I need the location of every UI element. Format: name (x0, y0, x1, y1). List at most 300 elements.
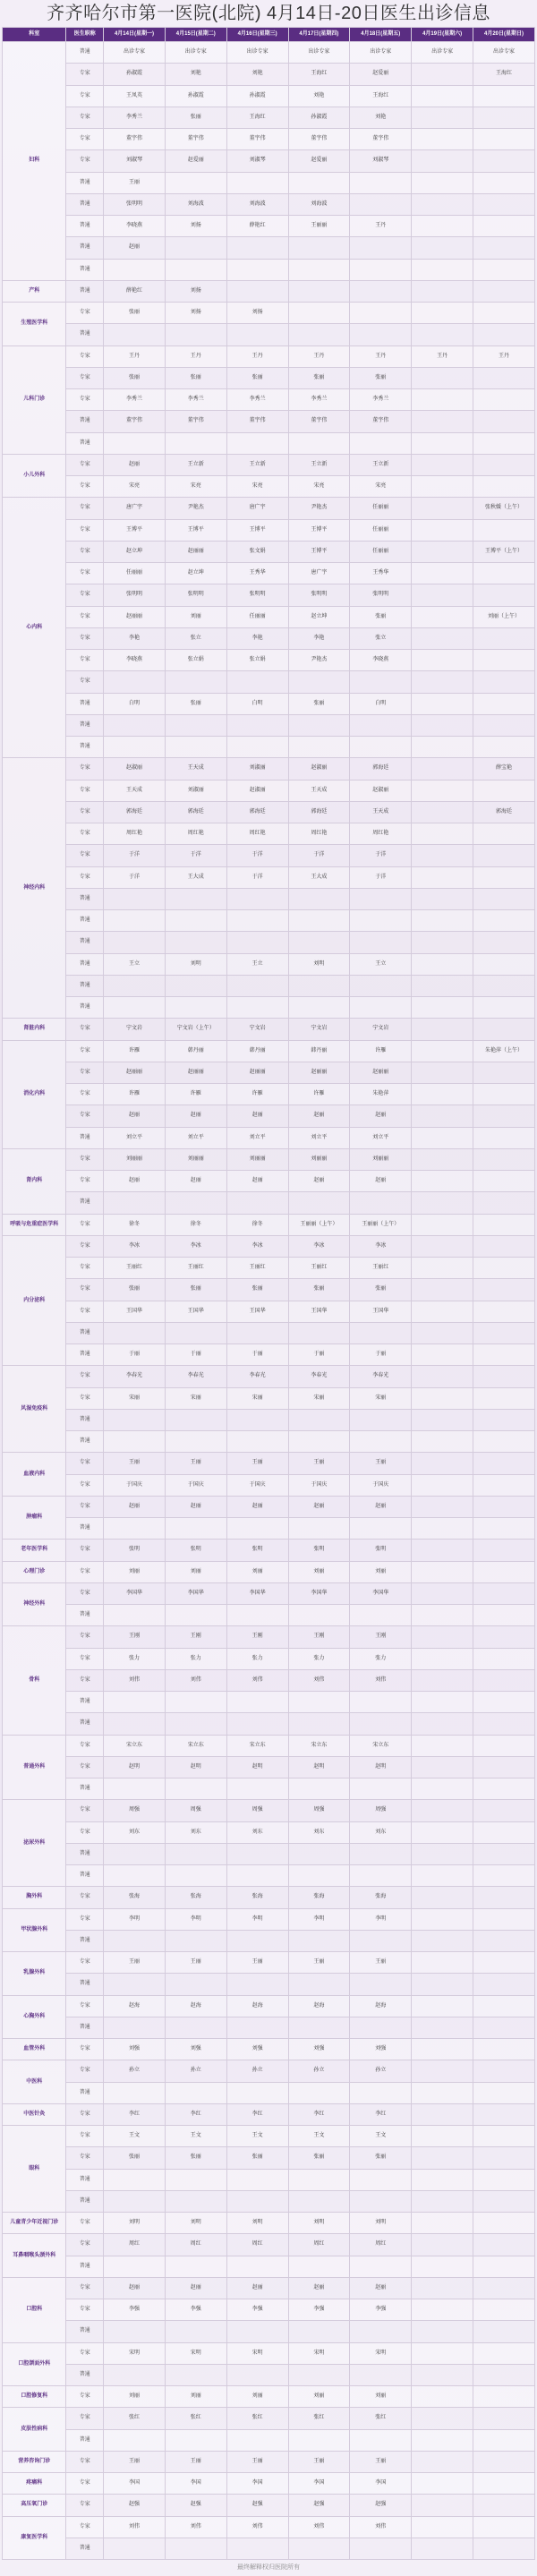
department-cell: 呼吸与危重症医学科 (3, 1214, 66, 1235)
doctor-title-cell: 专家 (66, 85, 104, 107)
doctor-cell (473, 1669, 535, 1691)
doctor-cell (350, 2364, 412, 2385)
doctor-title-cell: 普通 (66, 1322, 104, 1343)
table-row (3, 1322, 535, 1343)
doctor-cell: 赵立坤 (104, 541, 166, 562)
doctor-cell: 周红 (165, 2234, 226, 2256)
doctor-cell (226, 1431, 288, 1453)
doctor-cell: 唐广宇 (104, 498, 166, 519)
doctor-cell: 许雁 (288, 1084, 350, 1105)
doctor-cell (104, 259, 166, 280)
doctor-cell (473, 1279, 535, 1301)
table-row (3, 801, 535, 823)
table-row (3, 2190, 535, 2212)
doctor-cell (104, 1778, 166, 1800)
doctor-title-cell: 专家 (66, 1366, 104, 1387)
doctor-cell: 于国庆 (350, 1474, 412, 1496)
doctor-cell: 李冰 (288, 1235, 350, 1257)
doctor-cell (473, 650, 535, 671)
doctor-cell (104, 714, 166, 736)
doctor-cell (104, 1605, 166, 1626)
doctor-cell (226, 2256, 288, 2277)
doctor-cell: 宋亮 (288, 476, 350, 498)
doctor-cell: 赵淑丽 (104, 758, 166, 780)
doctor-cell (412, 1540, 473, 1561)
doctor-cell (104, 997, 166, 1019)
doctor-cell: 王丽 (288, 1952, 350, 1974)
doctor-title-cell: 专家 (66, 1258, 104, 1279)
doctor-cell: 李强 (104, 2299, 166, 2321)
doctor-cell: 郭海廷 (473, 801, 535, 823)
doctor-cell (288, 1409, 350, 1430)
doctor-cell: 唐广宇 (288, 563, 350, 584)
doctor-cell: 于国庆 (104, 1474, 166, 1496)
doctor-cell (288, 1518, 350, 1540)
table-row (3, 2126, 535, 2147)
footer-note: 最终解释权归医院所有 (237, 2564, 300, 2571)
doctor-cell (473, 1778, 535, 1800)
doctor-cell (165, 2256, 226, 2277)
doctor-cell: 王刚 (288, 1626, 350, 1648)
doctor-cell: 张红 (226, 2408, 288, 2429)
doctor-cell: 宋立东 (288, 1735, 350, 1756)
doctor-cell (473, 2213, 535, 2234)
doctor-cell (288, 2017, 350, 2038)
doctor-cell: 宋立东 (165, 1735, 226, 1756)
doctor-cell: 尹艳杰 (288, 650, 350, 671)
doctor-title-cell: 专家 (66, 627, 104, 649)
doctor-cell (412, 997, 473, 1019)
table-row (3, 627, 535, 649)
table-row (3, 1105, 535, 1127)
table-row (3, 1995, 535, 2017)
doctor-cell (412, 1582, 473, 1604)
doctor-cell (412, 1105, 473, 1127)
table-row (3, 2473, 535, 2495)
doctor-cell: 董宇伟 (165, 129, 226, 150)
doctor-cell (226, 1843, 288, 1864)
table-row (3, 2277, 535, 2299)
doctor-cell: 于洋 (104, 845, 166, 866)
doctor-title-cell: 普通 (66, 953, 104, 975)
doctor-cell: 刘明 (350, 2213, 412, 2234)
doctor-cell: 刘丽丽 (226, 1148, 288, 1170)
doctor-cell (350, 932, 412, 953)
table-row (3, 1235, 535, 1257)
doctor-cell: 王立 (104, 953, 166, 975)
doctor-cell: 赵强 (226, 2495, 288, 2516)
doctor-cell: 宋亮 (350, 476, 412, 498)
doctor-cell: 刘立平 (104, 1127, 166, 1148)
doctor-cell: 郭海廷 (350, 758, 412, 780)
doctor-cell: 刘明 (104, 2213, 166, 2234)
doctor-cell (288, 1843, 350, 1864)
doctor-cell (412, 627, 473, 649)
department-cell: 口腔颌面外科 (3, 2342, 66, 2386)
doctor-cell (412, 1148, 473, 1170)
doctor-cell: 刘强 (288, 2039, 350, 2060)
doctor-cell: 白明 (104, 693, 166, 714)
doctor-cell: 李红 (226, 2103, 288, 2125)
doctor-cell: 宁文岩 (288, 1019, 350, 1040)
doctor-cell (412, 1040, 473, 1062)
department-cell: 消化内科 (3, 1040, 66, 1148)
doctor-cell: 赵丽 (104, 1496, 166, 1517)
doctor-cell (165, 2017, 226, 2038)
doctor-cell: 宋明 (165, 2342, 226, 2364)
doctor-cell: 王丽 (104, 1453, 166, 1474)
column-header: 4月16日(星期三) (226, 28, 288, 42)
doctor-cell: 王丽红 (165, 1258, 226, 1279)
doctor-cell (104, 737, 166, 758)
doctor-cell (165, 237, 226, 259)
doctor-cell: 许雁 (104, 1084, 166, 1105)
table-row (3, 303, 535, 324)
doctor-cell (412, 2538, 473, 2559)
doctor-cell: 张丽 (226, 367, 288, 388)
table-row (3, 2364, 535, 2385)
doctor-cell (165, 2538, 226, 2559)
doctor-cell: 刘伟 (350, 2516, 412, 2538)
doctor-title-cell: 专家 (66, 519, 104, 541)
column-header: 4月15日(星期二) (165, 28, 226, 42)
doctor-cell: 韩丹丽 (165, 1040, 226, 1062)
doctor-cell: 刘东 (226, 1821, 288, 1843)
doctor-cell: 李明 (288, 1908, 350, 1930)
table-row (3, 1062, 535, 1083)
doctor-cell: 李艳 (288, 627, 350, 649)
table-row (3, 1127, 535, 1148)
doctor-cell (412, 1995, 473, 2017)
doctor-cell: 王丽 (165, 1952, 226, 1974)
table-row (3, 1518, 535, 1540)
department-cell: 普通外科 (3, 1735, 66, 1800)
doctor-cell: 李秀兰 (104, 107, 166, 128)
doctor-cell (226, 259, 288, 280)
doctor-cell: 张海 (104, 1887, 166, 1908)
doctor-cell (473, 627, 535, 649)
doctor-cell: 赵丽 (226, 1105, 288, 1127)
doctor-title-cell: 专家 (66, 650, 104, 671)
doctor-cell (473, 150, 535, 172)
doctor-cell (412, 1626, 473, 1648)
doctor-cell: 王天成 (350, 801, 412, 823)
doctor-cell (473, 714, 535, 736)
doctor-cell: 张立 (350, 627, 412, 649)
doctor-cell (350, 1192, 412, 1214)
doctor-title-cell: 普通 (66, 2429, 104, 2451)
doctor-cell (473, 1626, 535, 1648)
doctor-cell: 赵丽丽 (104, 606, 166, 627)
doctor-cell: 王丽 (350, 2451, 412, 2472)
doctor-cell: 赵丽 (165, 1171, 226, 1192)
doctor-cell: 赵海 (165, 1995, 226, 2017)
doctor-cell: 刘淑琴 (104, 150, 166, 172)
doctor-cell (165, 1865, 226, 1887)
department-cell: 心内科 (3, 498, 66, 758)
doctor-cell: 赵强 (165, 2495, 226, 2516)
doctor-cell: 张立 (165, 627, 226, 649)
doctor-cell: 赵丽丽 (288, 1062, 350, 1083)
table-row (3, 454, 535, 475)
doctor-cell: 刘扬 (165, 216, 226, 237)
doctor-title-cell: 专家 (66, 1084, 104, 1105)
doctor-cell: 董宇伟 (165, 411, 226, 432)
doctor-cell (473, 1582, 535, 1604)
doctor-cell (226, 997, 288, 1019)
table-row (3, 107, 535, 128)
doctor-cell: 赵明 (226, 1756, 288, 1778)
doctor-cell (412, 1692, 473, 1713)
doctor-title-cell: 普通 (66, 237, 104, 259)
table-row (3, 1626, 535, 1648)
doctor-cell: 张明明 (350, 584, 412, 606)
doctor-cell (473, 1496, 535, 1517)
doctor-cell (226, 2364, 288, 2385)
doctor-cell (412, 411, 473, 432)
doctor-cell (288, 1974, 350, 1995)
doctor-cell (350, 2429, 412, 2451)
doctor-cell: 张丽 (104, 2147, 166, 2169)
doctor-cell: 王丽 (226, 2451, 288, 2472)
doctor-cell: 王博平 (288, 519, 350, 541)
doctor-cell: 朱艳萍（上午） (473, 1040, 535, 1062)
doctor-cell: 王刚 (104, 1626, 166, 1648)
table-row (3, 1561, 535, 1582)
doctor-cell: 张明 (226, 1540, 288, 1561)
doctor-title-cell: 专家 (66, 1496, 104, 1517)
doctor-cell (288, 2082, 350, 2103)
department-cell: 血管外科 (3, 2039, 66, 2060)
doctor-cell (473, 1843, 535, 1864)
doctor-cell: 刘淑丽 (226, 758, 288, 780)
doctor-cell: 赵海 (288, 1995, 350, 2017)
doctor-cell: 王文 (226, 2126, 288, 2147)
doctor-cell (412, 1127, 473, 1148)
doctor-cell (473, 2082, 535, 2103)
doctor-cell (412, 758, 473, 780)
doctor-cell: 李强 (350, 2299, 412, 2321)
doctor-title-cell: 专家 (66, 584, 104, 606)
table-row (3, 780, 535, 801)
doctor-cell: 赵明 (350, 1756, 412, 1778)
table-row (3, 367, 535, 388)
doctor-cell: 徐冬 (226, 1214, 288, 1235)
doctor-cell: 王丽 (226, 1453, 288, 1474)
table-row (3, 1887, 535, 1908)
doctor-cell: 王丽 (104, 2451, 166, 2472)
doctor-cell: 赵明 (165, 1756, 226, 1778)
doctor-cell: 李艳 (226, 627, 288, 649)
doctor-cell (165, 2429, 226, 2451)
doctor-cell: 王天成 (165, 758, 226, 780)
doctor-cell (473, 1605, 535, 1626)
doctor-cell: 王海红 (473, 64, 535, 85)
doctor-cell (350, 280, 412, 302)
doctor-cell: 于洋 (165, 845, 226, 866)
doctor-cell (412, 2516, 473, 2538)
schedule-body (3, 42, 535, 2560)
doctor-cell: 刘扬 (165, 280, 226, 302)
doctor-title-cell: 专家 (66, 2342, 104, 2364)
doctor-cell (226, 2190, 288, 2212)
doctor-title-cell: 普通 (66, 1192, 104, 1214)
doctor-cell: 李国华 (226, 1582, 288, 1604)
doctor-cell (412, 216, 473, 237)
doctor-cell (288, 259, 350, 280)
doctor-cell (288, 1692, 350, 1713)
table-row (3, 2408, 535, 2429)
doctor-cell: 李艳 (104, 627, 166, 649)
table-row (3, 519, 535, 541)
doctor-cell: 王丽红 (104, 1258, 166, 1279)
table-row (3, 910, 535, 932)
doctor-cell: 赵丽 (288, 2277, 350, 2299)
doctor-cell: 李晓燕 (104, 650, 166, 671)
doctor-cell: 李春光 (165, 1366, 226, 1387)
doctor-cell: 王天成 (104, 780, 166, 801)
table-row (3, 1496, 535, 1517)
doctor-cell: 郭海廷 (226, 801, 288, 823)
table-row (3, 1431, 535, 1453)
doctor-cell: 王丽红 (226, 1258, 288, 1279)
doctor-cell (165, 714, 226, 736)
doctor-title-cell: 专家 (66, 823, 104, 845)
doctor-cell (350, 1605, 412, 1626)
doctor-title-cell: 普通 (66, 1518, 104, 1540)
doctor-title-cell: 普通 (66, 280, 104, 302)
doctor-cell (412, 1930, 473, 1951)
doctor-cell: 王海红 (350, 85, 412, 107)
doctor-cell (473, 2256, 535, 2277)
doctor-cell (104, 324, 166, 345)
table-row (3, 2451, 535, 2472)
doctor-cell: 王丹 (165, 345, 226, 367)
doctor-cell (473, 1192, 535, 1214)
doctor-cell: 宋立东 (350, 1735, 412, 1756)
doctor-cell (473, 2147, 535, 2169)
doctor-cell: 王大成 (288, 866, 350, 888)
doctor-cell: 刘海波 (288, 193, 350, 215)
doctor-cell: 董宇伟 (288, 129, 350, 150)
doctor-cell: 王刚 (350, 1626, 412, 1648)
doctor-cell (226, 432, 288, 454)
department-cell: 肾内科 (3, 1148, 66, 1214)
doctor-cell (473, 1518, 535, 1540)
department-cell: 小儿外科 (3, 454, 66, 498)
doctor-cell (473, 2342, 535, 2364)
doctor-cell: 赵丽丽 (165, 541, 226, 562)
doctor-cell: 于丽 (226, 1344, 288, 1366)
doctor-cell (412, 324, 473, 345)
column-header: 4月20日(星期日) (473, 28, 535, 42)
doctor-title-cell: 专家 (66, 541, 104, 562)
doctor-cell: 王刚 (226, 1626, 288, 1648)
doctor-cell: 许雁 (165, 1084, 226, 1105)
doctor-cell (165, 975, 226, 996)
doctor-cell (412, 2169, 473, 2190)
table-row (3, 1019, 535, 1040)
table-row (3, 64, 535, 85)
doctor-title-cell: 专家 (66, 1301, 104, 1322)
doctor-cell: 王立 (226, 953, 288, 975)
doctor-cell (412, 714, 473, 736)
doctor-cell (473, 1561, 535, 1582)
doctor-cell: 赵丽丽 (226, 1062, 288, 1083)
table-row (3, 2516, 535, 2538)
doctor-cell (165, 2321, 226, 2342)
doctor-cell (473, 237, 535, 259)
department-cell: 营养咨询门诊 (3, 2451, 66, 2472)
doctor-cell: 周强 (165, 1800, 226, 1821)
table-row (3, 1301, 535, 1322)
doctor-title-cell: 专家 (66, 1648, 104, 1669)
doctor-cell (473, 1800, 535, 1821)
doctor-cell: 王丽丽（上午） (288, 1214, 350, 1235)
doctor-cell: 刘伟 (226, 2516, 288, 2538)
table-row (3, 1974, 535, 1995)
doctor-cell (473, 910, 535, 932)
doctor-title-cell: 普通 (66, 432, 104, 454)
doctor-cell (473, 1062, 535, 1083)
doctor-cell (288, 2538, 350, 2559)
doctor-cell (412, 888, 473, 909)
doctor-cell: 出诊专家 (350, 42, 412, 64)
doctor-title-cell: 专家 (66, 1582, 104, 1604)
doctor-cell: 王丽 (288, 1453, 350, 1474)
doctor-cell (412, 975, 473, 996)
table-row (3, 693, 535, 714)
doctor-cell (288, 1605, 350, 1626)
doctor-cell (165, 259, 226, 280)
doctor-cell: 出诊专家 (104, 42, 166, 64)
doctor-cell: 王立 (350, 953, 412, 975)
doctor-cell (412, 866, 473, 888)
doctor-cell: 赵立坤 (165, 563, 226, 584)
table-row (3, 2429, 535, 2451)
doctor-title-cell: 专家 (66, 801, 104, 823)
doctor-cell (412, 1084, 473, 1105)
doctor-cell: 刘丽丽 (288, 1148, 350, 1170)
department-cell: 生殖医学科 (3, 303, 66, 346)
doctor-cell (226, 280, 288, 302)
doctor-cell (473, 2039, 535, 2060)
doctor-cell: 张明明 (226, 584, 288, 606)
doctor-cell (226, 237, 288, 259)
doctor-cell (350, 193, 412, 215)
doctor-cell (412, 1669, 473, 1691)
doctor-cell (165, 1409, 226, 1430)
doctor-cell: 王丹 (226, 345, 288, 367)
doctor-cell (473, 866, 535, 888)
doctor-cell: 宋丽 (104, 1387, 166, 1409)
doctor-cell (473, 1908, 535, 1930)
department-cell: 皮肤性病科 (3, 2408, 66, 2452)
table-row (3, 1930, 535, 1951)
column-header: 4月14日(星期一) (104, 28, 166, 42)
doctor-cell: 宋明 (104, 2342, 166, 2364)
doctor-cell: 赵丽 (104, 237, 166, 259)
table-row (3, 1540, 535, 1561)
doctor-title-cell: 普通 (66, 693, 104, 714)
doctor-cell (350, 259, 412, 280)
doctor-cell: 刘强 (165, 2039, 226, 2060)
doctor-cell: 李秀兰 (165, 389, 226, 411)
doctor-cell: 刘艳 (350, 107, 412, 128)
doctor-cell (350, 237, 412, 259)
doctor-cell (165, 1930, 226, 1951)
doctor-cell (412, 1865, 473, 1887)
